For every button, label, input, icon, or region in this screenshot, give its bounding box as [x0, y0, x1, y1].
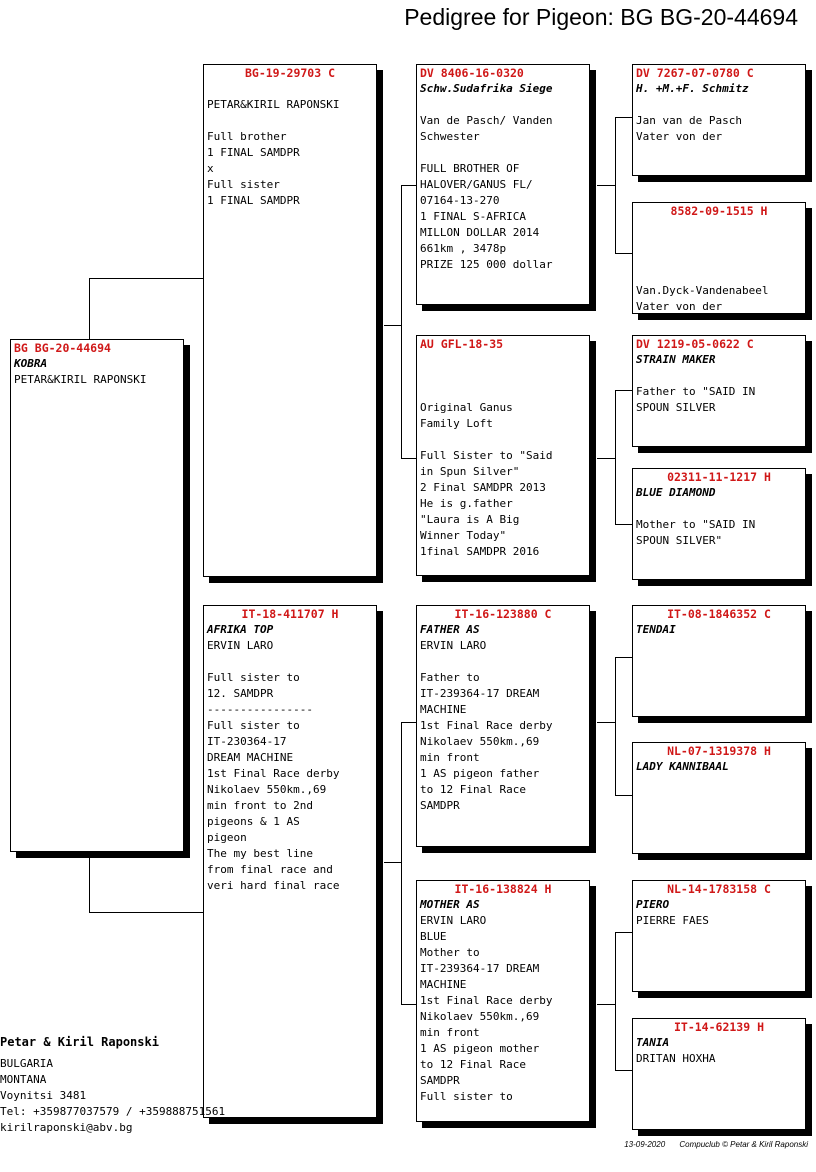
note-line: Van.Dyck-Vandenabeel: [636, 284, 769, 297]
owner-line: BULGARIA: [0, 1057, 53, 1070]
ring-number: IT-16-138824 H: [454, 882, 552, 896]
ring-number: DV 1219-05-0622 C: [636, 337, 754, 351]
note-line: Mother to: [420, 946, 480, 959]
ring-number: 8582-09-1515 H: [670, 204, 768, 218]
connector: [597, 1004, 615, 1005]
note-line: [636, 251, 802, 267]
subject-card[interactable]: [10, 339, 184, 852]
note-line: [636, 267, 802, 283]
dd-sire-card[interactable]: [632, 880, 806, 992]
note-line: in Spun Silver": [420, 465, 520, 478]
notes: [636, 235, 802, 314]
connector: [615, 932, 616, 1070]
note-line: 1 FINAL SAMDPR: [207, 146, 300, 159]
ring-number: IT-18-411707 H: [241, 607, 339, 621]
notes: [636, 368, 802, 416]
note-line: Full brother: [207, 130, 287, 143]
note-line: 12. SAMDPR: [207, 687, 274, 700]
note-line: PETAR&KIRIL RAPONSKI: [207, 98, 340, 111]
note-line: [636, 368, 802, 384]
connector: [615, 390, 632, 391]
note-line: Winner Today": [420, 529, 507, 542]
connector: [615, 390, 616, 524]
note-line: [420, 145, 586, 161]
note-line: FULL BROTHER OF: [420, 162, 520, 175]
note-line: Vater von der: [636, 300, 723, 313]
pigeon-name: Schw.Sudafrika Siege: [420, 82, 553, 95]
note-line: DREAM MACHINE: [207, 751, 294, 764]
connector: [401, 458, 416, 459]
note-line: SAMDPR: [420, 799, 460, 812]
note-line: HALOVER/GANUS FL/: [420, 178, 533, 191]
connector: [597, 458, 615, 459]
note-line: [207, 654, 373, 670]
notes: [420, 97, 586, 273]
credit: Compuclub © Petar & Kiril Raponski: [679, 1140, 808, 1149]
note-line: MILLON DOLLAR 2014: [420, 226, 540, 239]
footer: [612, 1140, 808, 1149]
owner-line: MONTANA: [0, 1073, 47, 1086]
sire-card[interactable]: [203, 64, 377, 577]
note-line: Nikolaev 550km.,69: [420, 735, 540, 748]
connector: [597, 722, 615, 723]
note-line: Family Loft: [420, 417, 493, 430]
notes: [420, 368, 586, 560]
owner-info: [0, 1034, 225, 1136]
pigeon-name: MOTHER AS: [420, 898, 480, 911]
connector: [615, 524, 632, 525]
note-line: "Laura is A Big: [420, 513, 520, 526]
pigeon-name: [420, 352, 586, 368]
owner-line: Tel: +359877037579 / +359888751561: [0, 1105, 226, 1118]
sire-dam-card[interactable]: [416, 335, 590, 576]
note-line: Nikolaev 550km.,69: [207, 783, 327, 796]
note-line: 1st Final Race derby: [420, 719, 553, 732]
connector: [89, 912, 203, 913]
pigeon-name: BLUE DIAMOND: [636, 486, 716, 499]
ring-number: DV 8406-16-0320: [420, 66, 524, 80]
pigeon-name: FATHER AS: [420, 623, 480, 636]
connector: [89, 278, 90, 340]
note-line: [636, 235, 802, 251]
note-line: pigeons & 1 AS: [207, 815, 300, 828]
note-line: 1st Final Race derby: [207, 767, 340, 780]
note-line: 1 FINAL SAMDPR: [207, 194, 300, 207]
ring-number: BG-19-29703 C: [244, 66, 335, 80]
note-line: Schwester: [420, 130, 480, 143]
note-line: [420, 432, 586, 448]
note-line: He is g.father: [420, 497, 513, 510]
owner-line: Voynitsi 3481: [0, 1089, 87, 1102]
notes: [636, 501, 802, 549]
note-line: [636, 97, 802, 113]
note-line: Father to "SAID IN: [636, 385, 756, 398]
notes: [636, 913, 802, 929]
note-line: x: [207, 162, 214, 175]
ring-number: DV 7267-07-0780 C: [636, 66, 754, 80]
note-line: BLUE: [420, 930, 447, 943]
connector: [615, 657, 632, 658]
note-line: 1 AS pigeon mother: [420, 1042, 540, 1055]
note-line: SPOUN SILVER": [636, 534, 723, 547]
pigeon-name: H. +M.+F. Schmitz: [636, 82, 749, 95]
connector: [89, 278, 203, 279]
ring-number: IT-14-62139 H: [673, 1020, 764, 1034]
connector: [615, 795, 632, 796]
note-line: The my best line: [207, 847, 313, 860]
note-line: SAMDPR: [420, 1074, 460, 1087]
note-line: Nikolaev 550km.,69: [420, 1010, 540, 1023]
notes: [420, 638, 586, 814]
connector: [401, 1004, 416, 1005]
note-line: Father to: [420, 671, 480, 684]
note-line: Full sister to: [420, 1090, 513, 1103]
connector: [401, 722, 402, 1004]
print-date: 13-09-2020: [624, 1140, 666, 1149]
connector: [615, 253, 632, 254]
connector: [401, 185, 402, 458]
connector: [384, 862, 401, 863]
note-line: min front: [420, 751, 480, 764]
ring-number: BG BG-20-44694: [14, 341, 111, 355]
note-line: from final race and: [207, 863, 333, 876]
note-line: Full Sister to "Said: [420, 449, 553, 462]
note-line: to 12 Final Race: [420, 1058, 526, 1071]
note-line: ----------------: [207, 703, 313, 716]
sd-sire-card[interactable]: [632, 335, 806, 447]
pigeon-name: LADY KANNIBAAL: [636, 760, 729, 773]
note-line: PRIZE 125 000 dollar: [420, 258, 553, 271]
note-line: 1 AS pigeon father: [420, 767, 540, 780]
pigeon-name: PIERO: [636, 898, 670, 911]
note-line: Vater von der: [636, 130, 723, 143]
note-line: Full sister to: [207, 671, 300, 684]
ring-number: NL-07-1319378 H: [667, 744, 771, 758]
owner-name: Petar & Kiril Raponski: [0, 1035, 159, 1049]
note-line: [420, 368, 586, 384]
ring-number: NL-14-1783158 C: [667, 882, 771, 896]
notes: [420, 913, 586, 1105]
notes: [636, 1051, 802, 1067]
ring-number: IT-08-1846352 C: [667, 607, 771, 621]
connector: [615, 657, 616, 795]
notes: [207, 638, 373, 894]
note-line: [420, 97, 586, 113]
note-line: ERVIN LARO: [420, 639, 487, 652]
note-line: to 12 Final Race: [420, 783, 526, 796]
owner-contact: [0, 1056, 225, 1136]
note-line: SPOUN SILVER: [636, 401, 716, 414]
page-title: Pedigree for Pigeon: BG BG-20-44694: [404, 4, 798, 30]
connector: [615, 117, 632, 118]
note-line: Jan van de Pasch: [636, 114, 742, 127]
pigeon-name: STRAIN MAKER: [636, 353, 716, 366]
note-line: MACHINE: [420, 978, 467, 991]
note-line: 661km , 3478p: [420, 242, 507, 255]
note-line: 07164-13-270: [420, 194, 500, 207]
note-line: ERVIN LARO: [420, 914, 487, 927]
note-line: Full sister: [207, 178, 280, 191]
pigeon-name: TENDAI: [636, 623, 676, 636]
ring-number: AU GFL-18-35: [420, 337, 504, 351]
note-line: MACHINE: [420, 703, 467, 716]
note-line: [420, 384, 586, 400]
owner-line: kirilraponski@abv.bg: [0, 1121, 133, 1134]
notes: [14, 372, 180, 388]
note-line: pigeon: [207, 831, 247, 844]
ring-number: 02311-11-1217 H: [667, 470, 771, 484]
connector: [597, 185, 615, 186]
connector: [384, 325, 401, 326]
notes: [636, 97, 802, 145]
note-line: min front to 2nd: [207, 799, 313, 812]
dam-dam-card[interactable]: [416, 880, 590, 1122]
note-line: 2 Final SAMDPR 2013: [420, 481, 546, 494]
note-line: min front: [420, 1026, 480, 1039]
note-line: PETAR&KIRIL RAPONSKI: [14, 373, 147, 386]
pigeon-name: TANIA: [636, 1036, 670, 1049]
connector: [615, 932, 632, 933]
note-line: IT-230364-17: [207, 735, 287, 748]
connector: [89, 852, 90, 912]
pigeon-name: [636, 219, 802, 235]
note-line: veri hard final race: [207, 879, 340, 892]
connector: [401, 185, 416, 186]
connector: [615, 1070, 632, 1071]
note-line: Original Ganus: [420, 401, 513, 414]
note-line: Mother to "SAID IN: [636, 518, 756, 531]
dam-sire-card[interactable]: [416, 605, 590, 847]
note-line: Van de Pasch/ Vanden: [420, 114, 553, 127]
pigeon-name: KOBRA: [14, 357, 48, 370]
ss-dam-card[interactable]: [632, 202, 806, 314]
note-line: DRITAN HOXHA: [636, 1052, 716, 1065]
dam-card[interactable]: [203, 605, 377, 1118]
sd-dam-card[interactable]: [632, 468, 806, 580]
note-line: IT-239364-17 DREAM: [420, 962, 540, 975]
note-line: [636, 501, 802, 517]
sire-sire-card[interactable]: [416, 64, 590, 305]
connector: [401, 722, 416, 723]
ds-sire-card[interactable]: [632, 605, 806, 717]
note-line: ERVIN LARO: [207, 639, 274, 652]
notes: [207, 97, 373, 209]
note-line: PIERRE FAES: [636, 914, 709, 927]
note-line: IT-239364-17 DREAM: [420, 687, 540, 700]
pigeon-name: AFRIKA TOP: [207, 623, 274, 636]
ss-sire-card[interactable]: [632, 64, 806, 176]
note-line: 1st Final Race derby: [420, 994, 553, 1007]
connector: [615, 117, 616, 253]
note-line: [207, 113, 373, 129]
note-line: Full sister to: [207, 719, 300, 732]
ring-number: IT-16-123880 C: [454, 607, 552, 621]
dd-dam-card[interactable]: [632, 1018, 806, 1130]
note-line: 1 FINAL S-AFRICA: [420, 210, 526, 223]
note-line: [420, 654, 586, 670]
note-line: 1final SAMDPR 2016: [420, 545, 540, 558]
pigeon-name: [207, 81, 373, 97]
ds-dam-card[interactable]: [632, 742, 806, 854]
